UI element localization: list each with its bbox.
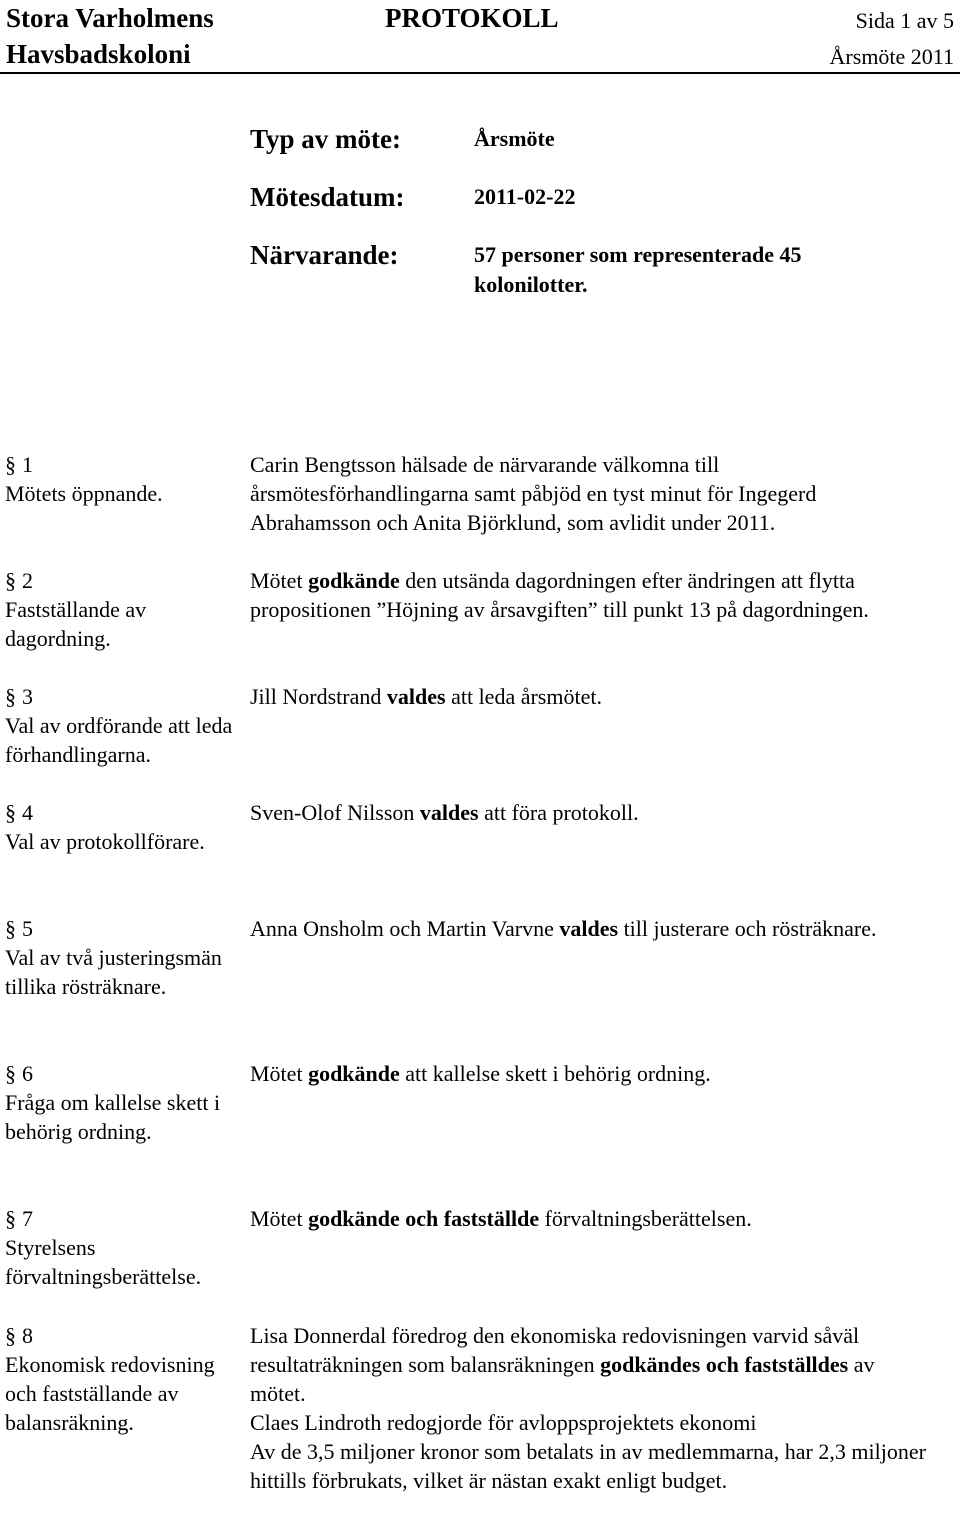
section-body xyxy=(250,566,930,624)
section-text: till justerare och rösträknare. xyxy=(618,916,877,941)
section-text: att leda årsmötet. xyxy=(445,684,602,709)
section-number: 8 xyxy=(22,1323,33,1348)
section-heading xyxy=(5,914,241,1001)
decision-emphasis: godkände xyxy=(308,1061,400,1086)
section-heading xyxy=(5,1204,241,1291)
section-title: Val av två justeringsmän tillika rösträknare. xyxy=(5,945,222,999)
section-heading xyxy=(5,682,241,769)
section-text: Anna Onsholm och Martin Varvne xyxy=(250,916,560,941)
section-number: 1 xyxy=(22,452,33,477)
header-row-2 xyxy=(6,36,954,70)
section-heading xyxy=(5,1321,241,1437)
attendance-value: 57 personer som representerade 45 kolonilotter. xyxy=(474,242,802,297)
section-title: Mötets öppnande. xyxy=(5,481,163,506)
section-symbol: § xyxy=(5,916,16,941)
section-text: Mötet xyxy=(250,568,309,593)
meeting-type-value: Årsmöte xyxy=(474,126,555,151)
section-text: av mötet. xyxy=(250,1352,875,1406)
document-title: PROTOKOLL xyxy=(385,3,559,33)
section-title: Ekonomisk redovisning och fastställande av balansräkning. xyxy=(5,1352,215,1435)
decision-emphasis: valdes xyxy=(559,916,619,941)
decision-emphasis: godkände och fastställde xyxy=(308,1206,540,1231)
decision-emphasis: valdes xyxy=(386,684,446,709)
decision-emphasis: godkände xyxy=(308,568,400,593)
section-symbol: § xyxy=(5,568,16,593)
section-text: Mötet xyxy=(250,1061,309,1086)
section-body xyxy=(250,1059,930,1088)
section-number: 2 xyxy=(22,568,33,593)
section-text: Carin Bengtsson hälsade de närvarande välkomna till årsmötesförhandlingarna samt påbjöd en tyst minut för Ingegerd Abrahamsson och Anita Björklund, som avlidit under 2011. xyxy=(250,452,817,535)
section-body xyxy=(250,798,930,827)
org-name-line2: Havsbadskoloni xyxy=(6,39,191,69)
section-symbol: § xyxy=(5,1323,16,1348)
header-row-1 xyxy=(6,0,954,34)
section-text: Sven-Olof Nilsson xyxy=(250,800,420,825)
section-symbol: § xyxy=(5,1061,16,1086)
section-title: Val av ordförande att leda förhandlingarna. xyxy=(5,713,233,767)
page-number: Sida 1 av 5 xyxy=(855,8,954,33)
section-heading xyxy=(5,566,241,653)
section-text: att föra protokoll. xyxy=(478,800,639,825)
section-heading xyxy=(5,450,241,508)
section-text: den utsända dagordningen efter ändringen att flytta propositionen ”Höjning av årsavgiften” till punkt 13 på dagordningen. xyxy=(250,568,869,622)
section-paragraph: Av de 3,5 miljoner kronor som betalats in av medlemmarna, har 2,3 miljoner hittills förbrukats, vilket är nästan exakt enligt budget. xyxy=(250,1439,926,1493)
section-text: att kallelse skett i behörig ordning. xyxy=(399,1061,711,1086)
header-divider xyxy=(0,72,960,74)
section-text: Jill Nordstrand xyxy=(250,684,387,709)
section-number: 4 xyxy=(22,800,33,825)
section-paragraph: Claes Lindroth redogjorde för avloppsprojektets ekonomi xyxy=(250,1410,757,1435)
section-heading xyxy=(5,1059,241,1146)
section-number: 3 xyxy=(22,684,33,709)
section-symbol: § xyxy=(5,800,16,825)
section-title: Fråga om kallelse skett i behörig ordning. xyxy=(5,1090,221,1144)
meeting-date-label: Mötesdatum: xyxy=(250,182,405,212)
section-body xyxy=(250,682,930,711)
decision-emphasis: valdes xyxy=(419,800,479,825)
section-body xyxy=(250,914,930,943)
section-symbol: § xyxy=(5,452,16,477)
attendance-label: Närvarande: xyxy=(250,240,399,270)
section-title: Fastställande av dagordning. xyxy=(5,597,147,651)
meeting-date-value: 2011-02-22 xyxy=(474,184,576,209)
section-title: Styrelsens förvaltningsberättelse. xyxy=(5,1235,202,1289)
section-body xyxy=(250,450,930,537)
section-body xyxy=(250,1204,930,1233)
section-symbol: § xyxy=(5,1206,16,1231)
section-number: 5 xyxy=(22,916,33,941)
section-title: Val av protokollförare. xyxy=(5,829,205,854)
section-text: Mötet xyxy=(250,1206,309,1231)
meeting-name: Årsmöte 2011 xyxy=(829,44,954,69)
section-number: 6 xyxy=(22,1061,33,1086)
org-name-line1: Stora Varholmens xyxy=(6,3,214,33)
section-body xyxy=(250,1321,930,1495)
section-heading xyxy=(5,798,241,856)
section-symbol: § xyxy=(5,684,16,709)
section-text: Lisa Donnerdal föredrog den ekonomiska redovisningen varvid såväl resultaträkningen som balansräkningen xyxy=(250,1323,860,1377)
meeting-type-label: Typ av möte: xyxy=(250,124,401,154)
section-number: 7 xyxy=(22,1206,33,1231)
decision-emphasis: godkändes och fastställdes xyxy=(600,1352,849,1377)
section-text: förvaltningsberättelsen. xyxy=(539,1206,752,1231)
